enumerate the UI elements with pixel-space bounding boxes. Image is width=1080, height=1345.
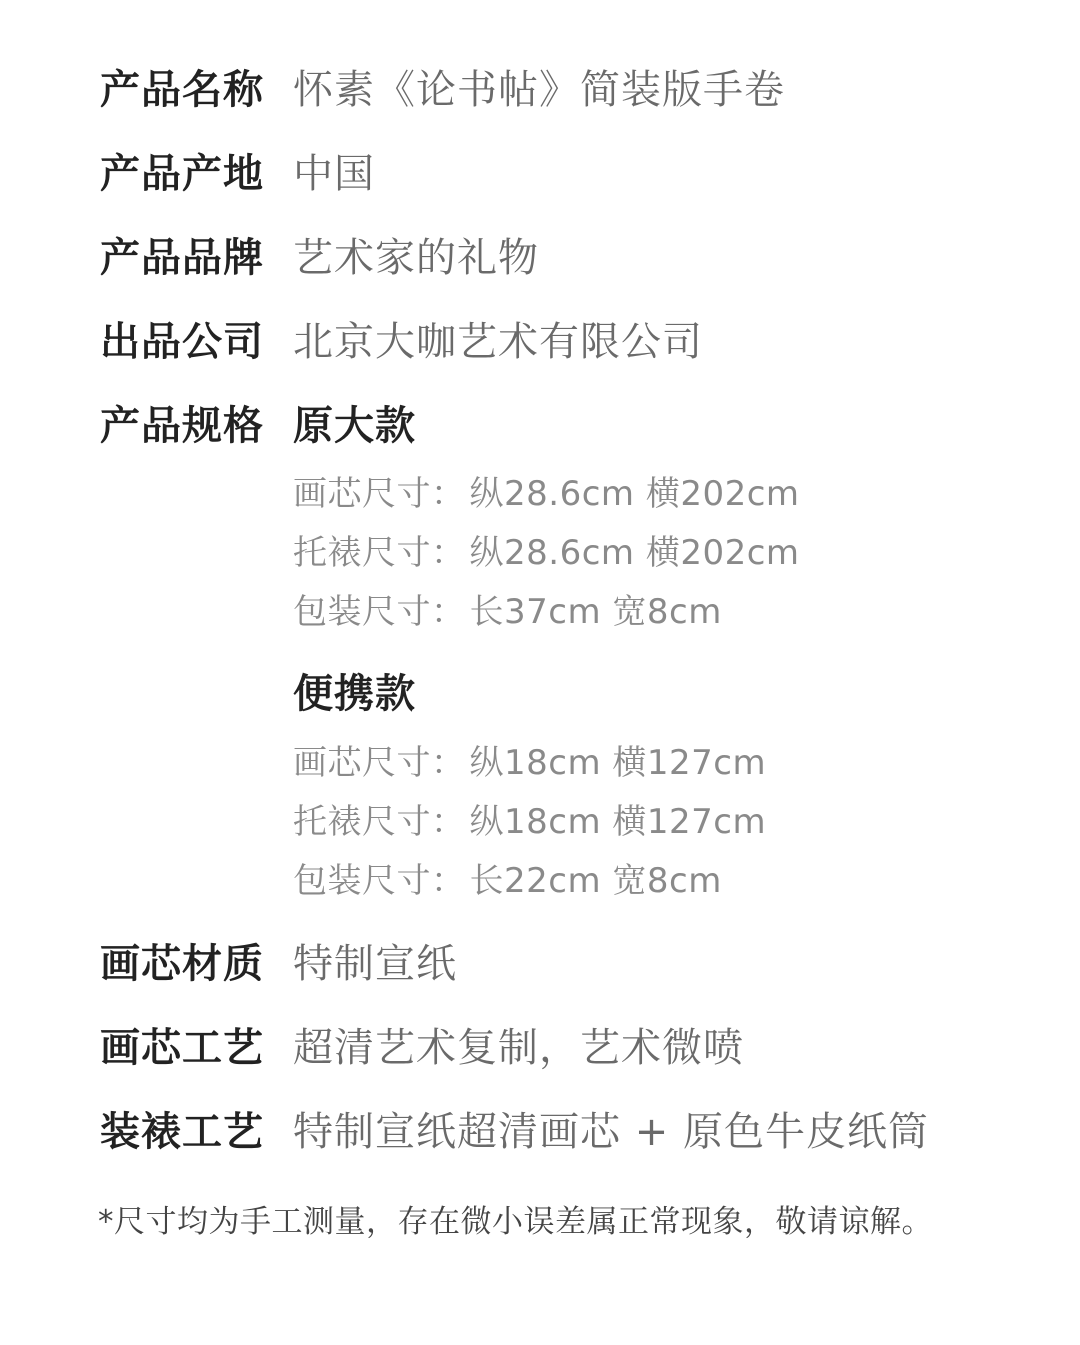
spec-value: 长22cm 宽8cm	[469, 861, 722, 901]
spec-line	[293, 525, 800, 574]
spec-value: 纵18cm 横127cm	[469, 802, 767, 842]
company-value: 北京大咖艺术有限公司	[293, 319, 703, 365]
spec-line	[293, 794, 766, 843]
product-brand-value: 艺术家的礼物	[293, 235, 539, 281]
mounting-label: 装裱工艺	[100, 1109, 264, 1155]
row-material	[100, 932, 457, 989]
row-company	[100, 310, 703, 367]
row-product-brand	[100, 226, 539, 283]
row-product-spec	[100, 394, 293, 451]
row-product-origin	[100, 142, 375, 199]
spec-line	[293, 853, 722, 902]
row-craft	[100, 1016, 744, 1073]
craft-label: 画芯工艺	[100, 1025, 264, 1071]
spec-value: 长37cm 宽8cm	[469, 592, 722, 632]
variant-title-original-size: 原大款	[293, 403, 416, 449]
company-label: 出品公司	[100, 319, 264, 365]
row-mounting	[100, 1100, 929, 1157]
spec-key: 画芯尺寸：	[293, 743, 466, 783]
spec-value: 纵28.6cm 横202cm	[469, 533, 800, 573]
spec-key: 包装尺寸：	[293, 592, 466, 632]
material-label: 画芯材质	[100, 941, 264, 987]
product-origin-label: 产品产地	[100, 151, 264, 197]
variant-title-portable: 便携款	[293, 671, 416, 717]
spec-key: 托裱尺寸：	[293, 533, 466, 573]
craft-value: 超清艺术复制，艺术微喷	[293, 1025, 744, 1071]
product-spec-label: 产品规格	[100, 403, 264, 449]
spec-value: 纵18cm 横127cm	[469, 743, 767, 783]
product-brand-label: 产品品牌	[100, 235, 264, 281]
material-value: 特制宣纸	[293, 941, 457, 987]
spec-line	[293, 584, 722, 633]
spec-key: 托裱尺寸：	[293, 802, 466, 842]
product-origin-value: 中国	[293, 151, 375, 197]
spec-line	[293, 735, 766, 784]
spec-key: 包装尺寸：	[293, 861, 466, 901]
spec-line	[293, 466, 800, 515]
product-name-value: 怀素《论书帖》简装版手卷	[293, 67, 785, 113]
mounting-value: 特制宣纸超清画芯 + 原色牛皮纸筒	[293, 1109, 929, 1155]
footnote: *尺寸均为手工测量，存在微小误差属正常现象，敬请谅解。	[98, 1204, 933, 1240]
row-product-name	[100, 58, 785, 115]
spec-key: 画芯尺寸：	[293, 474, 466, 514]
spec-value: 纵28.6cm 横202cm	[469, 474, 800, 514]
product-name-label: 产品名称	[100, 67, 264, 113]
